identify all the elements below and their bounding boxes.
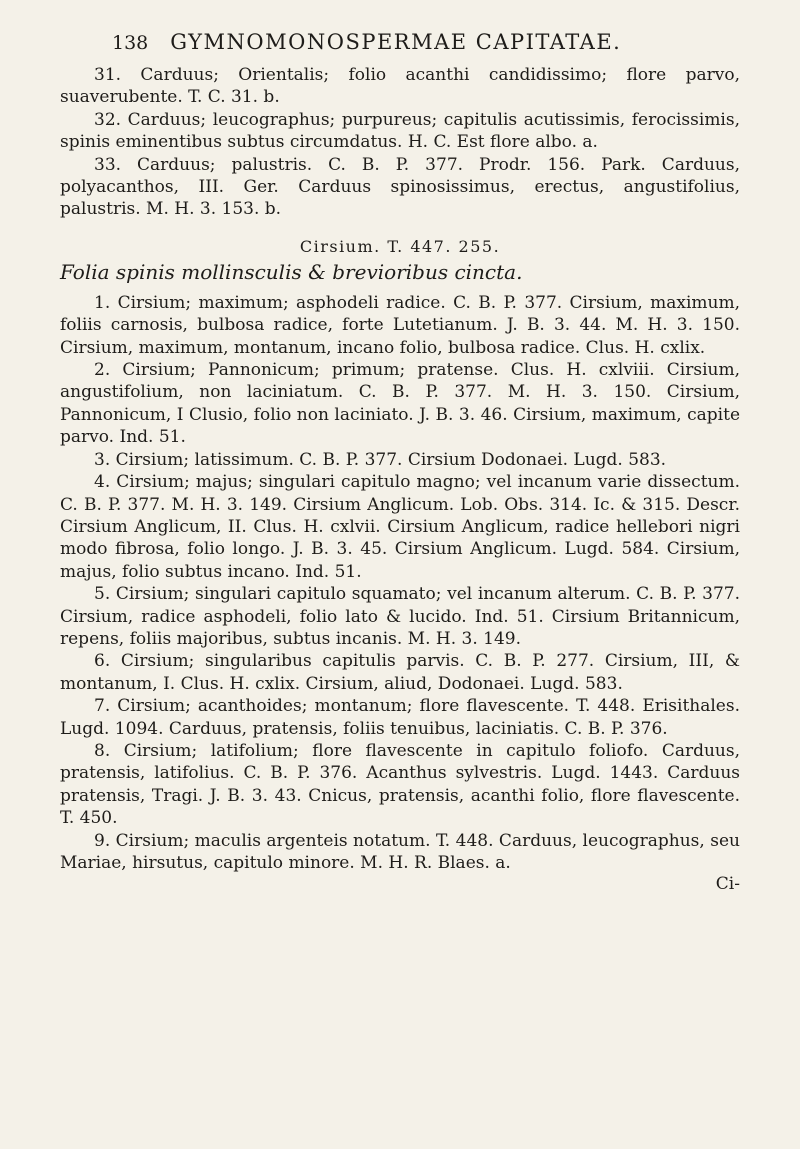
section-subtitle: Folia spinis mollinsculis & brevioribus cincta. [60, 259, 523, 284]
entry-32: 32. Carduus; leucographus; purpureus; capitulis acutissimis, ferocissimis, spinis eminentibus subtus circumdatus. H. C. Est flore albo. a. [60, 109, 740, 153]
page-number: 138 [112, 32, 149, 54]
cirsium-entry: 7. Cirsium; acanthoides; montanum; flore flavescente. T. 448. Erisithales. Lugd. 1094. Carduus, pratensis, foliis tenuibus, laciniatis. C. B. P. 376. [60, 696, 740, 739]
page-header [112, 30, 740, 54]
entry-31: 31. Carduus; Orientalis; folio acanthi candidissimo; flore parvo, suaverubente. T. C. 31. b. [60, 65, 740, 108]
catchword: Ci- [715, 874, 740, 895]
cirsium-entry: 5. Cirsium; singulari capitulo squamato; vel incanum alterum. C. B. P. 377. Cirsium, radice asphodeli, folio lato & lucido. Ind. 51. Cirsium Britannicum, repens, foliis majoribus, subtus incanis. M. H. 3. 149. [60, 584, 740, 649]
cirsium-entry: 2. Cirsium; Pannonicum; primum; pratense. Clus. H. cxlviii. Cirsium, angustifolium, non laciniatum. C. B. P. 377. M. H. 3. 150. Cirsium, Pannonicum, I Clusio, folio non laciniato. J. B. 3. 46. Cirsium, maximum, capite parvo. Ind. 51. [60, 360, 740, 448]
cirsium-entry: 1. Cirsium; maximum; asphodeli radice. C. B. P. 377. Cirsium, maximum, foliis carnosis, bulbosa radice, forte Lutetianum. J. B. 3. 44. M. H. 3. 150. Cirsium, maximum, montanum, incano folio, bulbosa radice. Clus. H. cxlix. [60, 292, 740, 358]
cirsium-entry: 8. Cirsium; latifolium; flore flavescente in capitulo foliofo. Carduus, pratensis, latifolius. C. B. P. 376. Acanthus sylvestris. Lugd. 1443. Carduus pratensis, Tragi. J. B. 3. 43. Cnicus, pratensis, acanthi folio, flore flavescente. T. 450. [60, 740, 740, 829]
cirsium-entry: 9. Cirsium; maculis argenteis notatum. T. 448. Carduus, leucographus, seu Mariae, hirsutus, capitulo minore. M. H. R. Blaes. a. [60, 830, 740, 873]
entry-33: 33. Carduus; palustris. C. B. P. 377. Prodr. 156. Park. Carduus, polyacanthos, III. Ger. Carduus spinosissimus, erectus, angustifolius, palustris. M. H. 3. 153. b. [60, 154, 740, 220]
running-title: GYMNOMONOSPERMAE CAPITATAE. [170, 30, 622, 54]
cirsium-entry: 6. Cirsium; singularibus capitulis parvis. C. B. P. 277. Cirsium, III, & montanum, I. Clus. H. cxlix. Cirsium, aliud, Dodonaei. Lugd. 583. [60, 651, 740, 694]
cirsium-entry: 3. Cirsium; latissimum. C. B. P. 377. Cirsium Dodonaei. Lugd. 583. [94, 449, 667, 470]
section-title: Cirsium. T. 447. 255. [299, 236, 501, 256]
cirsium-entry: 4. Cirsium; majus; singulari capitulo magno; vel incanum varie dissectum. C. B. P. 377. M. H. 3. 149. Cirsium Anglicum. Lob. Obs. 314. Ic. & 315. Descr. Cirsium Anglicum, II. Clus. H. cxlvii. Cirsium Anglicum, radice hellebori nigri modo fibrosa, folio longo. J. B. 3. 45. Cirsium Anglicum. Lugd. 584. Cirsium, majus, folio subtus incano. Ind. 51. [60, 472, 740, 582]
